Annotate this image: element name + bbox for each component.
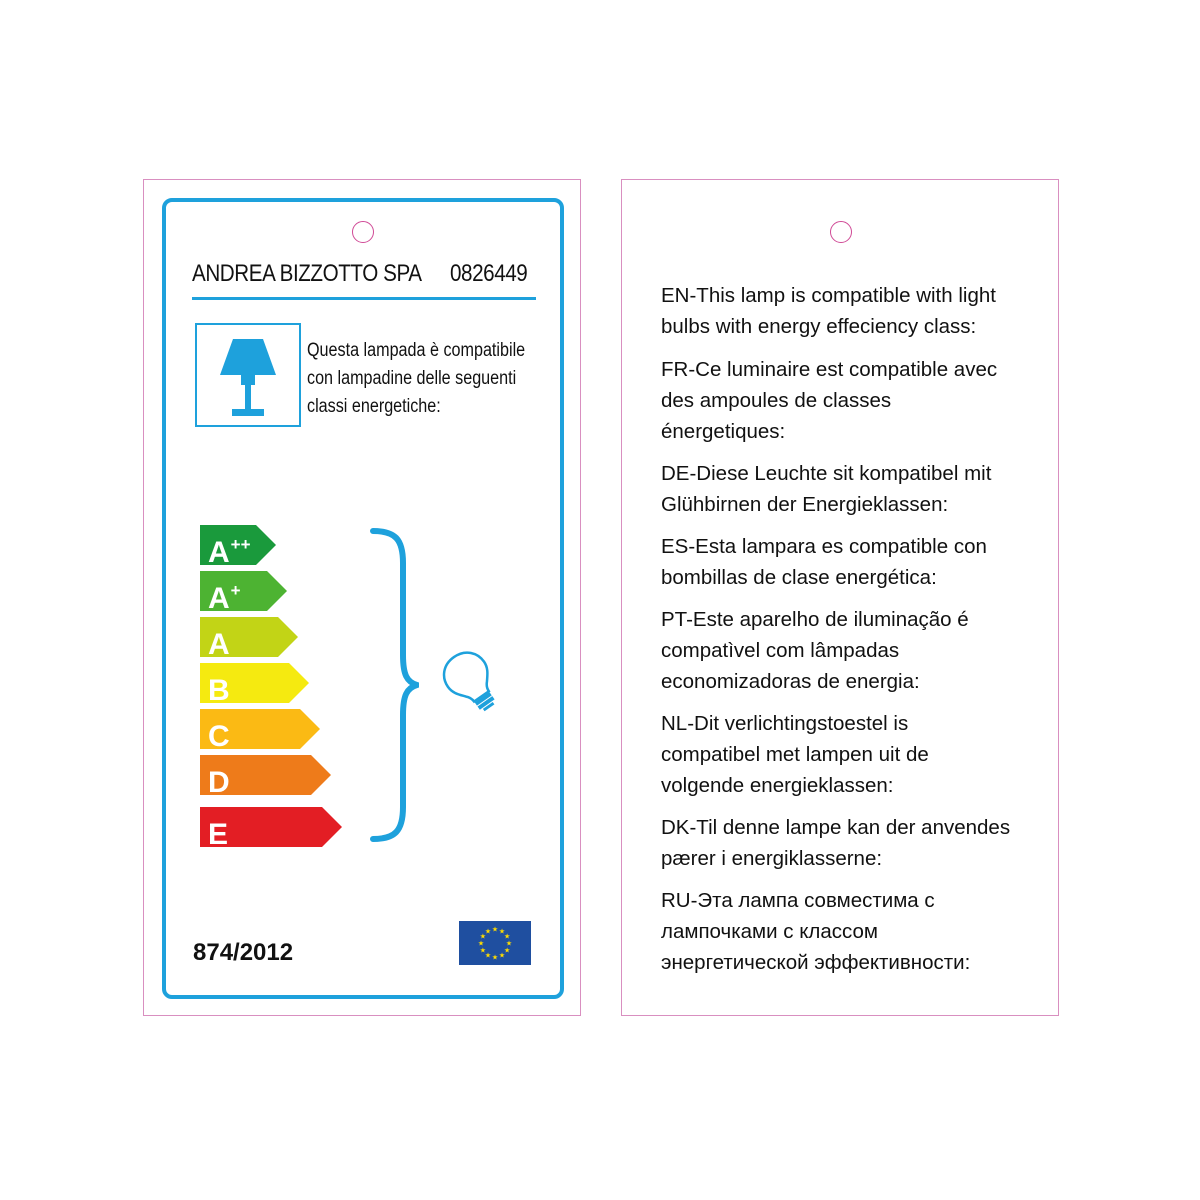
svg-text:★: ★	[503, 946, 511, 955]
paragraph-fr	[661, 354, 1041, 447]
paragraph-ru	[661, 885, 1041, 978]
text-line: энергетической эффективности:	[661, 951, 971, 974]
svg-text:★: ★	[503, 932, 511, 941]
energy-class-label: A+	[208, 581, 241, 615]
text-line: ES-Esta lampara es compatible con	[661, 535, 987, 558]
hang-hole	[830, 221, 852, 243]
text-line: RU-Эта лампа совместима с	[661, 889, 935, 912]
text-line: DE-Diese Leuchte sit kompatibel mit	[661, 462, 992, 485]
intro-line: classi energetiche:	[307, 396, 441, 417]
paragraph-nl	[661, 708, 1041, 801]
text-line: énergetiques:	[661, 420, 786, 443]
text-line: лампочками с классом	[661, 920, 878, 943]
energy-class-label: B	[208, 674, 230, 707]
text-line: NL-Dit verlichtingstoestel is	[661, 712, 909, 735]
table-lamp-icon	[195, 323, 301, 427]
energy-class-bar	[200, 709, 320, 753]
svg-text:★: ★	[491, 925, 499, 934]
light-bulb-icon	[442, 648, 504, 716]
svg-text:★: ★	[505, 939, 513, 948]
energy-class-bar	[200, 525, 276, 569]
paragraph-de	[661, 458, 1041, 520]
bracket-icon	[369, 527, 419, 843]
text-line: compatìvel com lâmpadas	[661, 639, 900, 662]
svg-text:★: ★	[484, 927, 492, 936]
text-line: PT-Este aparelho de iluminação é	[661, 608, 969, 631]
text-line: EN-This lamp is compatible with light	[661, 284, 996, 307]
company-name: ANDREA BIZZOTTO SPA	[192, 260, 422, 287]
multilingual-info-card	[621, 179, 1059, 1016]
product-code: 0826449	[450, 260, 528, 287]
svg-text:★: ★	[479, 932, 487, 941]
label-header	[192, 260, 528, 290]
text-line: compatibel met lampen uit de	[661, 743, 929, 766]
energy-label-card	[143, 179, 581, 1016]
text-line: Glühbirnen der Energieklassen:	[661, 493, 949, 516]
eu-flag-icon	[459, 921, 531, 965]
intro-line: Questa lampada è compatibile	[307, 340, 526, 361]
paragraph-pt	[661, 604, 1041, 697]
text-line: DK-Til denne lampe kan der anvendes	[661, 816, 1011, 839]
svg-text:★: ★	[491, 953, 499, 962]
energy-class-label: E	[208, 818, 229, 851]
text-line: FR-Ce luminaire est compatible avec	[661, 358, 998, 381]
energy-class-label: D	[208, 766, 230, 799]
paragraph-dk	[661, 812, 1041, 874]
svg-text:★: ★	[484, 951, 492, 960]
svg-text:★: ★	[498, 951, 506, 960]
svg-text:★: ★	[477, 939, 485, 948]
energy-class-bar	[200, 663, 309, 707]
energy-class-label: A	[208, 628, 230, 661]
svg-text:★: ★	[479, 946, 487, 955]
energy-class-bar	[200, 571, 287, 615]
paragraph-en	[661, 280, 1041, 342]
energy-class-bar	[200, 617, 298, 661]
text-line: economizadoras de energia:	[661, 670, 920, 693]
text-line: des ampoules de classes	[661, 389, 892, 412]
header-rule	[192, 297, 536, 300]
text-line: bulbs with energy effeciency class:	[661, 315, 977, 338]
energy-class-label: A++	[208, 535, 251, 569]
paragraph-es	[661, 531, 1041, 593]
intro-line: con lampadine delle seguenti	[307, 368, 517, 389]
svg-text:★: ★	[498, 927, 506, 936]
energy-class-bar	[200, 755, 331, 799]
energy-class-label: C	[208, 720, 230, 753]
text-line: volgende energieklassen:	[661, 774, 894, 797]
intro-text	[307, 337, 554, 421]
regulation-number: 874/2012	[193, 939, 294, 966]
text-line: bombillas de clase energética:	[661, 566, 937, 589]
text-line: pærer i energiklasserne:	[661, 847, 883, 870]
energy-class-bar	[200, 807, 342, 851]
